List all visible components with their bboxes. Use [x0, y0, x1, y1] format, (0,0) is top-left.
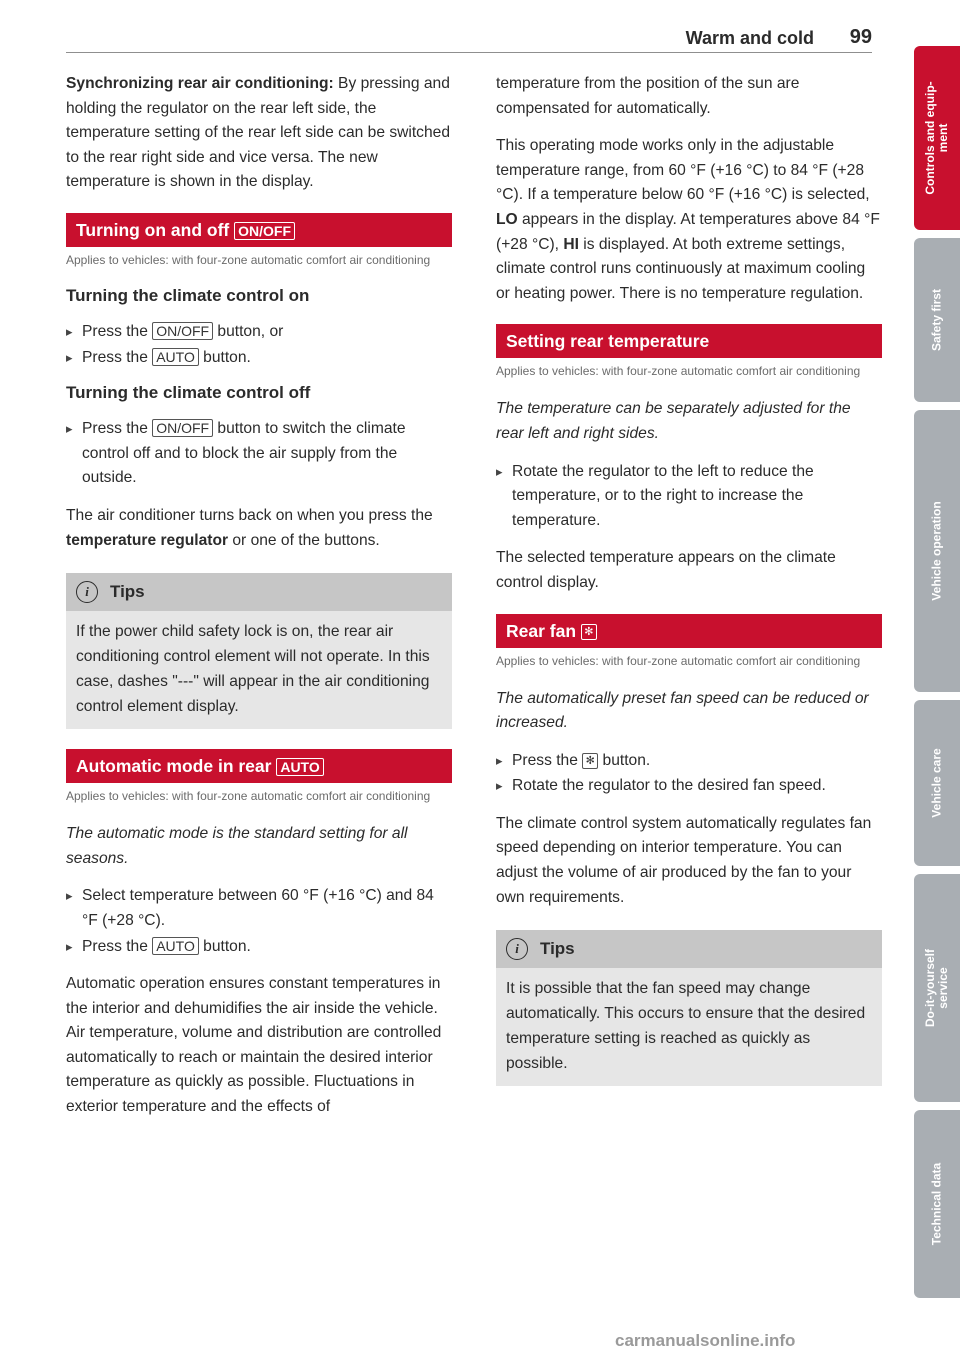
intro-text: The automatically preset fan speed can be reduced or increased. — [496, 689, 869, 732]
steps-auto — [66, 884, 452, 959]
applies-note: Applies to vehicles: with four-zone automatic comfort air conditioning — [66, 789, 431, 804]
page-number: 99 — [849, 26, 872, 48]
page-header — [66, 22, 872, 53]
tab-label: Do-it-yourself service — [923, 949, 950, 1027]
info-icon: i — [506, 938, 528, 960]
intro-text: The temperature can be separately adjusted for the rear left and right sides. — [496, 400, 851, 442]
ac-paragraph: The air conditioner turns back on when you press the temperature regulator or one of the buttons. — [66, 506, 433, 549]
tips-header — [66, 573, 452, 611]
tab-label: Controls and equip- ment — [923, 81, 950, 195]
step-item: ▸ Press the AUTO button. — [66, 935, 452, 960]
tab-vehicle-operation[interactable] — [914, 410, 960, 692]
hi-term: HI — [563, 235, 579, 253]
auto-key: AUTO — [152, 348, 199, 366]
continued-paragraph: temperature from the position of the sun are compensated for automatically. — [496, 75, 800, 117]
section-heading-auto — [66, 749, 452, 783]
on-off-key: ON/OFF — [152, 322, 213, 340]
sync-paragraph — [66, 72, 452, 195]
step-item: ▸ Press the ON/OFF button to switch the climate control off and to block the air supply from the outside. — [66, 417, 452, 491]
steps-off — [66, 417, 452, 491]
step-item: ▸ Rotate the regulator to the left to reduce the temperature, or to the right to increase the temperature. — [496, 460, 882, 534]
section-heading-on-off — [66, 213, 452, 247]
tab-safety-first[interactable] — [914, 238, 960, 402]
step-item: ▸ Press the AUTO button. — [66, 346, 452, 371]
step-item: ▸ Press the ✻ button. — [496, 749, 882, 774]
sync-text: By pressing and holding the regulator on the rear left side, the temperature setting of the rear left side can be switched to the rear right side and vice versa. The new temperature is shown in the display. — [66, 75, 450, 191]
sync-lead: Synchronizing rear air conditioning: — [66, 75, 334, 92]
step-item: ▸ Select temperature between 60 °F (+16 °C) and 84 °F (+28 °C). — [66, 884, 452, 933]
steps-on — [66, 320, 452, 370]
tips-label: Tips — [540, 939, 575, 959]
steps-rear-temp — [496, 460, 882, 534]
applies-note: Applies to vehicles: with four-zone automatic comfort air conditioning — [66, 252, 431, 267]
applies-note: Applies to vehicles: with four-zone automatic comfort air conditioning — [496, 653, 861, 668]
tab-controls-and-equipment[interactable] — [914, 46, 960, 230]
intro-text: The automatic mode is the standard setting for all seasons. — [66, 825, 408, 867]
auto-key: AUTO — [276, 758, 323, 776]
tab-label: Vehicle care — [929, 748, 944, 818]
tips-box — [496, 930, 882, 1086]
steps-fan — [496, 749, 882, 799]
step-item: ▸ Rotate the regulator to the desired fan speed. — [496, 774, 882, 799]
lo-term: LO — [496, 210, 518, 228]
tab-technical-data[interactable] — [914, 1110, 960, 1298]
on-off-key: ON/OFF — [234, 222, 295, 240]
tips-text: It is possible that the fan speed may change automatically. This occurs to ensure that the desired temperature setting is reached as quickly as possible. — [496, 968, 882, 1086]
applies-note: Applies to vehicles: with four-zone automatic comfort air conditioning — [496, 364, 861, 379]
tips-header — [496, 930, 882, 968]
bold-term: temperature regulator — [66, 531, 229, 549]
subheading-on: Turning the climate control on — [66, 285, 310, 305]
section-title: Warm and cold — [685, 28, 814, 48]
tab-label: Technical data — [929, 1162, 944, 1246]
right-column — [496, 72, 882, 1106]
auto-key: AUTO — [152, 937, 199, 955]
tab-label: Vehicle operation — [929, 501, 944, 601]
tips-text: If the power child safety lock is on, the rear air conditioning control element will not operate. In this case, dashes "---" will appear in the air conditioning control element display. — [66, 611, 452, 729]
tab-do-it-yourself-service[interactable] — [914, 874, 960, 1102]
fan-icon: ✻ — [581, 624, 597, 640]
tips-label: Tips — [110, 582, 145, 602]
step-item: ▸ Press the ON/OFF button, or — [66, 320, 452, 345]
section-title-text: Turning on and off — [76, 219, 235, 240]
display-paragraph: The selected temperature appears on the climate control display. — [496, 549, 836, 591]
info-icon: i — [76, 581, 98, 603]
tab-label: Safety first — [929, 288, 944, 352]
on-off-key: ON/OFF — [152, 419, 213, 437]
left-column — [66, 72, 452, 1133]
section-title-text: Automatic mode in rear — [76, 756, 277, 777]
section-heading-rear-temp: Setting rear temperature — [496, 324, 882, 358]
range-paragraph: This operating mode works only in the adjustable temperature range, from 60 °F (+16 °C) to 84 °F (+28 °C). If a temperature below 60 °F (+16 °C) is selected, LO appears in the display. At temperatures above 84 °F (+28 °C), HI is displayed. At both extreme settings, climate control runs continuously at maximum cooling or heating power. There is no temperature regulation. — [496, 137, 880, 302]
fan-icon: ✻ — [582, 753, 598, 769]
tab-vehicle-care[interactable] — [914, 700, 960, 866]
tips-box — [66, 573, 452, 729]
fan-paragraph: The climate control system automatically regulates fan speed depending on interior temperature. You can adjust the volume of air produced by the fan to your own requirements. — [496, 814, 872, 906]
section-heading-rear-fan — [496, 614, 882, 648]
section-title-text: Rear fan — [506, 620, 581, 641]
subheading-off: Turning the climate control off — [66, 383, 311, 403]
auto-paragraph: Automatic operation ensures constant temperatures in the interior and dehumidifies the air inside the vehicle. Air temperature, volume and distribution are controlled automatically to reach or maintain the desired interior temperature as quickly as possible. Fluctuations in exterior temperature and the effects of — [66, 975, 442, 1116]
watermark: carmanualsonline.info — [615, 1331, 796, 1350]
